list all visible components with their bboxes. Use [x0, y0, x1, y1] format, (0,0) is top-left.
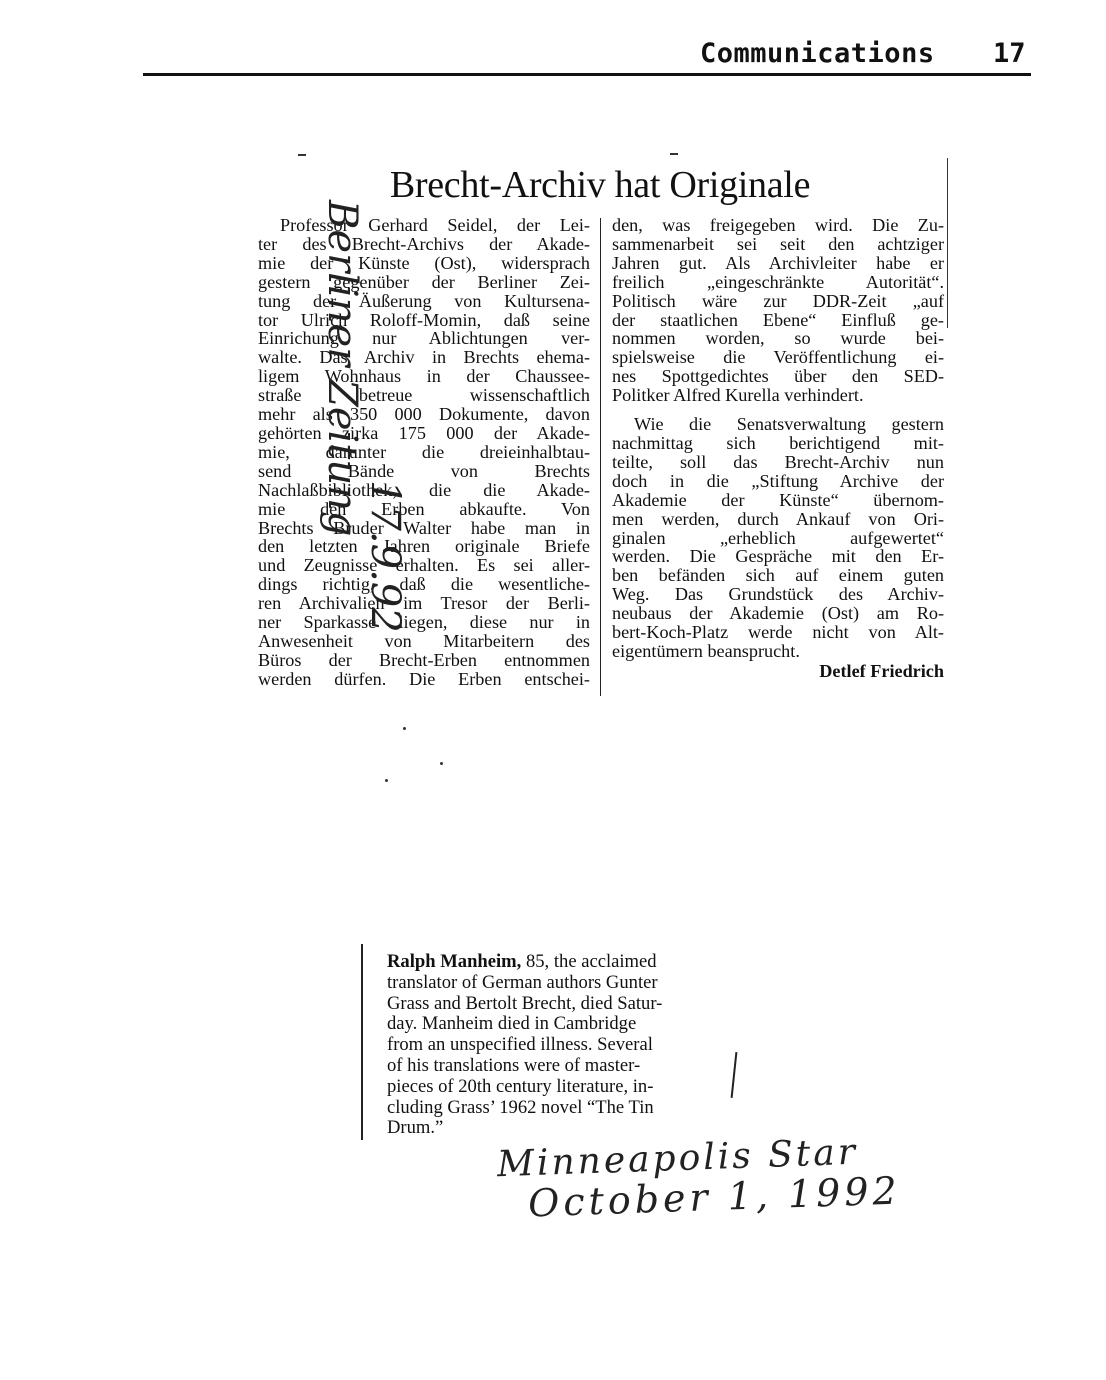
article-line: ner Sparkasse liegen, diese nur in: [258, 612, 590, 633]
speck-mark: [440, 762, 443, 765]
section-title: Communications: [700, 38, 935, 69]
article-line: mie, darunter die dreieinhalbtau-: [258, 441, 590, 462]
speck-mark: [403, 727, 406, 730]
obituary-line: of his translations were of master-: [387, 1054, 641, 1076]
article-line: Akademie der Künste“ übernom-: [612, 489, 944, 510]
speck-mark: [385, 779, 388, 782]
article-column-left: [258, 216, 590, 689]
obituary-line: from an unspecified illness. Several: [387, 1034, 653, 1056]
article-line: werden dürfen. Die Erben entschei-: [258, 668, 590, 689]
article-line: freilich „eingeschränkte Autorität“.: [612, 271, 944, 292]
article-column-right: [612, 216, 944, 681]
article-line: ginalen „erheblich aufgewertet“: [612, 527, 944, 548]
article-line: Politisch wäre zur DDR-Zeit „auf: [612, 290, 944, 311]
handwritten-margin-mark: [731, 1052, 738, 1098]
article-line: Politker Alfred Kurella verhindert.: [612, 385, 864, 406]
obituary-line: Grass and Bertolt Brecht, died Satur-: [387, 992, 663, 1014]
article-line: Nachlaßbibliothek, die die Akade-: [258, 479, 590, 500]
page-number: 17: [993, 38, 1026, 69]
article-line: werden. Die Gespräche mit den Er-: [612, 546, 944, 567]
handwritten-paper-name: Berliner Zeitung: [319, 200, 365, 537]
article-line: nachmittag sich berichtigend mit-: [612, 432, 944, 453]
speck-mark: [670, 153, 678, 155]
obituary-line: pieces of 20th century literature, in-: [387, 1075, 654, 1097]
article-line: den letzten Jahren originale Briefe: [258, 536, 590, 557]
article-line: mie den Erben abkaufte. Von: [258, 498, 590, 519]
article-line: men werden, durch Ankauf von Ori-: [612, 508, 944, 529]
article-line: bert-Koch-Platz werde nicht von Alt-: [612, 622, 944, 643]
handwritten-source: Minneapolis Star: [496, 1131, 859, 1186]
obituary-clipping: [387, 952, 713, 1139]
article-line: neubaus der Akademie (Ost) am Ro-: [612, 603, 944, 624]
article-line: Büros der Brecht-Erben entnommen: [258, 649, 590, 670]
article-line: eigentümern beansprucht.: [612, 640, 800, 661]
article-line: Einrichung nur Ablichtungen ver-: [258, 328, 590, 349]
article-line: und Zeugnisse erhalten. Es sei aller-: [258, 555, 590, 576]
article-line: tung der Äußerung von Kultursena-: [258, 290, 590, 311]
article-line: spielsweise die Veröffentlichung ei-: [612, 347, 944, 368]
obituary-line: 85, the acclaimed: [521, 951, 657, 972]
article-line: gestern gegenüber der Berliner Zei-: [258, 271, 590, 292]
article-line: teilte, soll das Brecht-Archiv nun: [612, 451, 944, 472]
handwritten-source-date: October 1, 1992: [527, 1168, 902, 1226]
article-line: walte. Das Archiv in Brechts ehema-: [258, 347, 590, 368]
column-divider: [600, 218, 601, 696]
article-line: send Bände von Brechts: [258, 460, 590, 481]
article-line: nommen worden, so wurde bei-: [612, 328, 944, 349]
obituary-line: translator of German authors Gunter: [387, 971, 658, 993]
handwritten-paper-note: [160, 200, 408, 660]
article-line: ligem Wohnhaus in der Chaussee-: [258, 366, 590, 387]
article-line: dings richtig, daß die wesentliche-: [258, 574, 590, 595]
article-line: sammenarbeit sei seit den achtziger: [612, 233, 944, 254]
article-line: Wie die Senatsverwaltung gestern: [634, 414, 944, 435]
article-line: tor Ulrich Roloff-Momin, daß seine: [258, 309, 590, 330]
obituary-line: day. Manheim died in Cambridge: [387, 1013, 637, 1035]
article-line: nes Spottgedichtes über den SED-: [612, 366, 944, 387]
article-line: mehr als 350 000 Dokumente, davon: [258, 404, 590, 425]
speck-mark: [298, 154, 306, 156]
article-line: Anwesenheit von Mitarbeitern des: [258, 630, 590, 651]
article-line: den, was freigegeben wird. Die Zu-: [612, 215, 944, 235]
article-line: straße betreue wissenschaftlich: [258, 385, 590, 406]
obituary-name: Ralph Manheim,: [387, 951, 522, 972]
obituary-line: Drum.”: [387, 1117, 444, 1139]
obituary-line: cluding Grass’ 1962 novel “The Tin: [387, 1096, 654, 1118]
article-line: gehörten zirka 175 000 der Akade-: [258, 422, 590, 443]
clipping-rule: [361, 944, 363, 1140]
article-line: der staatlichen Ebene“ Einfluß ge-: [612, 309, 944, 330]
header-rule: [143, 73, 1031, 76]
article-line: doch in die „Stiftung Archive der: [612, 470, 944, 491]
article-line: Jahren gut. Als Archivleiter habe er: [612, 252, 944, 273]
article-line: Weg. Das Grundstück des Archiv-: [612, 584, 944, 605]
article-line: mie der Künste (Ost), widersprach: [258, 252, 590, 273]
article-byline: Detlef Friedrich: [819, 660, 944, 681]
article-headline: Brecht-Archiv hat Originale: [389, 164, 811, 206]
handwritten-paper-date: 17.9.92: [362, 480, 408, 633]
article-line: ren Archivalien im Tresor der Berli-: [258, 593, 590, 614]
article-line: ben befänden sich auf einem guten: [612, 565, 944, 586]
article-line: Professor Gerhard Seidel, der Lei-: [280, 215, 590, 235]
article-line: ter des Brecht-Archivs der Akade-: [258, 233, 590, 254]
margin-rule: [947, 158, 948, 328]
article-line: Brechts Bruder Walter habe man in: [258, 517, 590, 538]
